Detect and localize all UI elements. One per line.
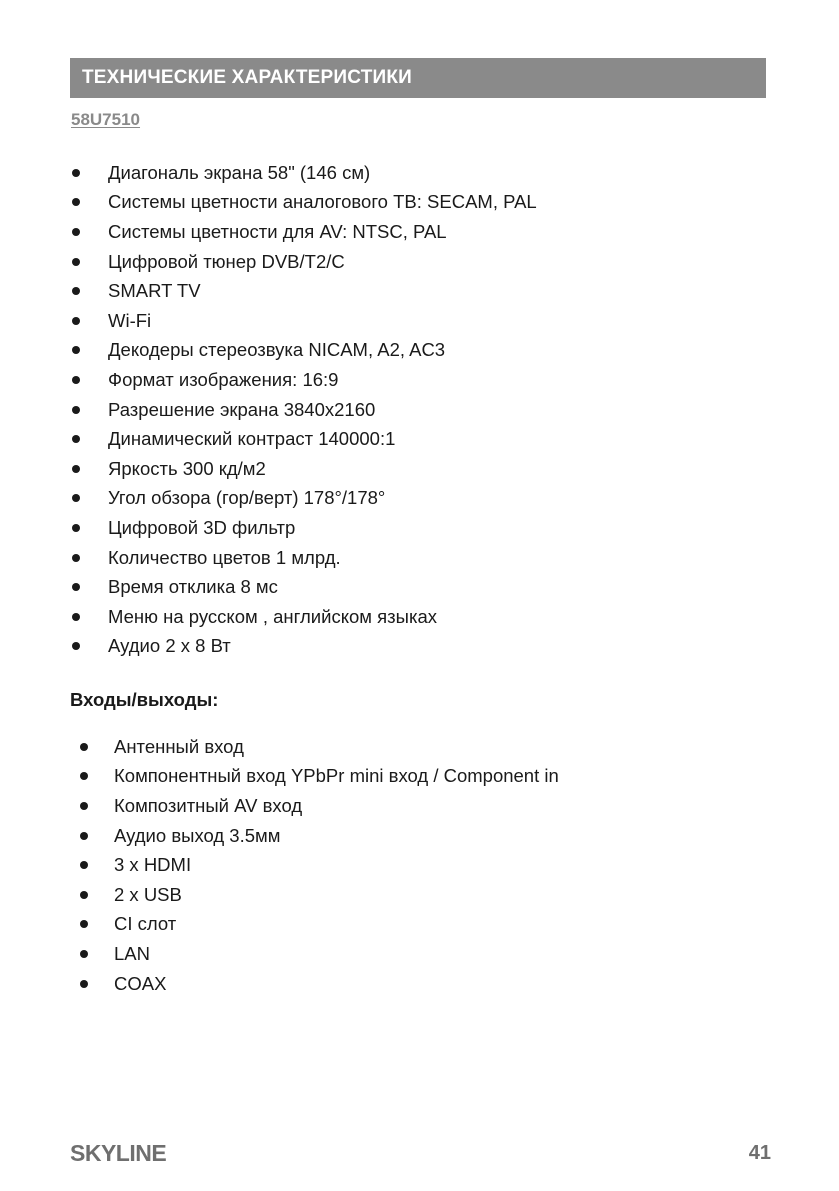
spec-item	[72, 602, 537, 632]
io-item	[80, 791, 559, 821]
section-title: ТЕХНИЧЕСКИЕ ХАРАКТЕРИСТИКИ	[82, 67, 413, 88]
io-text: Композитный AV вход	[114, 794, 303, 816]
io-text: CI слот	[114, 913, 177, 935]
spec-item	[72, 572, 537, 602]
bullet-icon	[72, 198, 80, 206]
bullet-icon	[72, 613, 80, 621]
bullet-icon	[80, 743, 88, 751]
io-item	[80, 732, 559, 762]
bullet-icon	[80, 832, 88, 840]
bullet-icon	[80, 772, 88, 780]
spec-text: Цифровой 3D фильтр	[108, 516, 296, 538]
bullet-icon	[80, 861, 88, 869]
io-item	[80, 939, 559, 969]
specifications-list	[72, 158, 537, 661]
io-item	[80, 850, 559, 880]
spec-text: Wi-Fi	[108, 309, 152, 331]
io-text: 3 х HDMI	[114, 854, 192, 876]
bullet-icon	[72, 346, 80, 354]
model-number: 58U7510	[71, 110, 141, 129]
spec-text: Угол обзора (гор/верт) 178°/178°	[108, 487, 386, 509]
bullet-icon	[72, 258, 80, 266]
io-text: LAN	[114, 942, 150, 964]
io-text: 2 х USB	[114, 883, 182, 905]
bullet-icon	[80, 802, 88, 810]
bullet-icon	[72, 494, 80, 502]
bullet-icon	[72, 228, 80, 236]
io-text: Антенный вход	[114, 735, 244, 757]
spec-text: Системы цветности аналогового ТВ: SECAM, PAL	[108, 191, 537, 213]
spec-item	[72, 365, 537, 395]
bullet-icon	[80, 920, 88, 928]
spec-item	[72, 158, 537, 188]
spec-text: Меню на русском , английском языках	[108, 605, 437, 627]
io-item	[80, 969, 559, 999]
spec-item	[72, 336, 537, 366]
io-text: COAX	[114, 972, 167, 994]
io-text: Аудио выход 3.5мм	[114, 824, 281, 846]
bullet-icon	[80, 980, 88, 988]
io-list	[80, 732, 559, 998]
page-number: 41	[748, 1142, 771, 1164]
bullet-icon	[80, 950, 88, 958]
spec-text: Декодеры стереозвука NICAM, A2, AC3	[108, 339, 446, 361]
spec-text: Разрешение экрана 3840х2160	[108, 398, 376, 420]
spec-item	[72, 454, 537, 484]
spec-text: Формат изображения: 16:9	[108, 368, 339, 390]
bullet-icon	[72, 376, 80, 384]
io-item	[80, 762, 559, 792]
bullet-icon	[72, 554, 80, 562]
spec-item	[72, 276, 537, 306]
spec-item	[72, 513, 537, 543]
spec-text: Цифровой тюнер DVB/T2/C	[108, 250, 345, 272]
section-header-bar	[70, 58, 766, 98]
spec-text: Диагональ экрана 58" (146 см)	[108, 161, 371, 183]
io-item	[80, 880, 559, 910]
spec-item	[72, 247, 537, 277]
spec-text: Системы цветности для AV: NTSC, PAL	[108, 220, 447, 242]
bullet-icon	[80, 891, 88, 899]
bullet-icon	[72, 524, 80, 532]
io-item	[80, 821, 559, 851]
spec-text: Время отклика 8 мс	[108, 576, 278, 598]
io-heading: Входы/выходы:	[70, 689, 219, 710]
spec-item	[72, 543, 537, 573]
bullet-icon	[72, 435, 80, 443]
bullet-icon	[72, 406, 80, 414]
bullet-icon	[72, 169, 80, 177]
spec-item	[72, 484, 537, 514]
io-text: Компонентный вход YPbPr mini вход / Component in	[114, 765, 559, 787]
brand-logo: SKYLINE	[70, 1140, 167, 1166]
bullet-icon	[72, 642, 80, 650]
spec-text: Аудио 2 х 8 Вт	[108, 635, 231, 657]
bullet-icon	[72, 465, 80, 473]
bullet-icon	[72, 583, 80, 591]
bullet-icon	[72, 317, 80, 325]
spec-item	[72, 632, 537, 662]
spec-item	[72, 306, 537, 336]
spec-text: Динамический контраст 140000:1	[108, 428, 396, 450]
spec-item	[72, 217, 537, 247]
bullet-icon	[72, 287, 80, 295]
spec-item	[72, 395, 537, 425]
spec-item	[72, 424, 537, 454]
spec-text: SMART TV	[108, 280, 201, 302]
spec-text: Количество цветов 1 млрд.	[108, 546, 341, 568]
spec-text: Яркость 300 кд/м2	[108, 457, 266, 479]
spec-item	[72, 188, 537, 218]
io-item	[80, 910, 559, 940]
